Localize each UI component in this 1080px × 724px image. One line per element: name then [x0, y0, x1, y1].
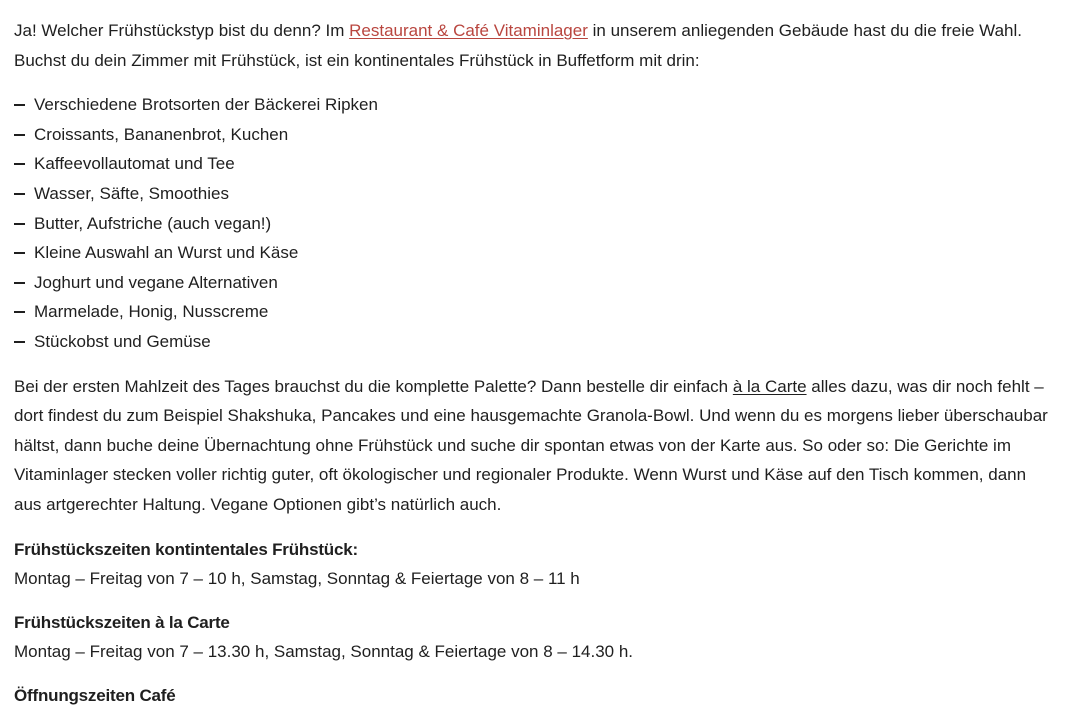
intro-text-after: in unserem anliegenden Gebäude hast du die freie Wahl. Buchst du dein Zimmer mit Frühstück, ist ein kontinentales Frühstück in Buffetform mit drin:	[14, 21, 1022, 70]
list-item	[14, 90, 1054, 120]
list-item-text: Verschiedene Brotsorten der Bäckerei Ripken	[34, 95, 378, 115]
continental-times-text: Montag – Freitag von 7 – 10 h, Samstag, Sonntag & Feiertage von 8 – 11 h	[14, 569, 580, 589]
list-item	[14, 120, 1054, 150]
list-item-text: Butter, Aufstriche (auch vegan!)	[34, 213, 272, 233]
article-content	[14, 16, 1054, 724]
carte-times-block	[14, 608, 1054, 667]
carte-times-text: Montag – Freitag von 7 – 13.30 h, Samstag, Sonntag & Feiertage von 8 – 14.30 h.	[14, 642, 634, 662]
continental-times-block	[14, 535, 1054, 594]
dash-bullet-icon	[14, 223, 25, 225]
continental-times-heading: Frühstückszeiten kontintentales Frühstück:	[14, 539, 358, 559]
intro-text-before: Ja! Welcher Frühstückstyp bist du denn? Im	[14, 21, 350, 40]
dash-bullet-icon	[14, 282, 25, 284]
list-item-text: Marmelade, Honig, Nusscreme	[34, 302, 269, 322]
dash-bullet-icon	[14, 163, 25, 165]
buffet-list	[14, 90, 1054, 356]
intro-paragraph	[14, 16, 1054, 75]
dash-bullet-icon	[14, 134, 25, 136]
list-item	[14, 209, 1054, 239]
carte-times-heading: Frühstückszeiten à la Carte	[14, 612, 230, 632]
dash-bullet-icon	[14, 341, 25, 343]
cafe-times-block	[14, 681, 1054, 711]
list-item-text: Croissants, Bananenbrot, Kuchen	[34, 124, 289, 144]
list-item	[14, 149, 1054, 179]
dash-bullet-icon	[14, 104, 25, 106]
dash-bullet-icon	[14, 193, 25, 195]
dash-bullet-icon	[14, 252, 25, 254]
restaurant-cafe-link[interactable]: Restaurant & Café Vitaminlager	[349, 21, 588, 40]
dash-bullet-icon	[14, 311, 25, 313]
a-la-carte-paragraph	[14, 372, 1054, 520]
cafe-times-heading: Öffnungszeiten Café	[14, 685, 176, 705]
list-item	[14, 238, 1054, 268]
list-item-text: Stückobst und Gemüse	[34, 331, 211, 351]
list-item-text: Kleine Auswahl an Wurst und Käse	[34, 243, 299, 263]
list-item-text: Kaffeevollautomat und Tee	[34, 154, 235, 174]
list-item-text: Joghurt und vegane Alternativen	[34, 272, 278, 292]
list-item-text: Wasser, Säfte, Smoothies	[34, 183, 229, 203]
a-la-carte-link[interactable]: à la Carte	[732, 376, 807, 396]
list-item	[14, 179, 1054, 209]
list-item	[14, 268, 1054, 298]
list-item	[14, 327, 1054, 357]
carte-text-before: Bei der ersten Mahlzeit des Tages brauchst du die komplette Palette? Dann bestelle dir einfach	[14, 376, 733, 396]
carte-text-after: alles dazu, was dir noch fehlt – dort findest du zum Beispiel Shakshuka, Pancakes und eine hausgemachte Granola-Bowl. Und wenn du es morgens lieber überschaubar hältst, dann buche deine Übernachtung ohne Frühstück und suche dir spontan etwas von der Karte aus. So oder so: Die Gerichte im Vitaminlager stecken voller richtig guter, oft ökologischer und regionaler Produkte. Wenn Wurst und Käse auf den Tisch kommen, dann aus artgerechter Haltung. Vegane Optionen gibt’s natürlich auch.	[14, 376, 1048, 514]
list-item	[14, 297, 1054, 327]
